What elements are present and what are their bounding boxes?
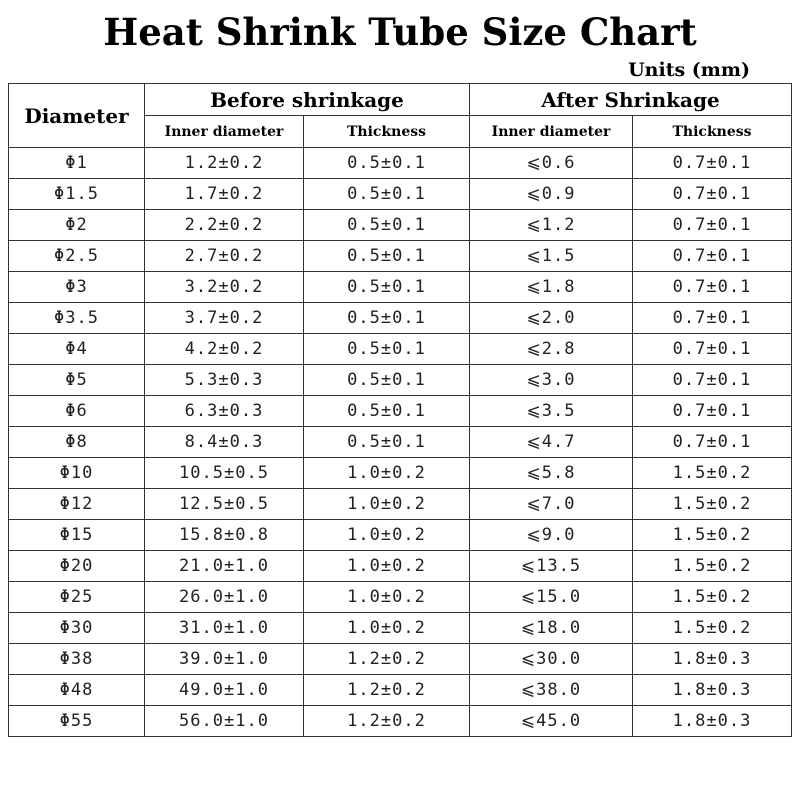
table-row — [9, 644, 792, 675]
table-row — [9, 427, 792, 458]
table-row — [9, 489, 792, 520]
diameter-cell: Φ2.5 — [9, 241, 145, 272]
table-row — [9, 613, 792, 644]
after-thickness-cell: 1.5±0.2 — [633, 489, 792, 520]
after-inner-diameter-cell: ⩽30.0 — [470, 644, 633, 675]
table-row — [9, 675, 792, 706]
after-inner-diameter-cell: ⩽0.6 — [470, 148, 633, 179]
before-inner-diameter-cell: 3.7±0.2 — [145, 303, 304, 334]
table-row — [9, 334, 792, 365]
table-row — [9, 303, 792, 334]
table-row — [9, 458, 792, 489]
table-row — [9, 551, 792, 582]
before-thickness-cell: 0.5±0.1 — [304, 148, 470, 179]
before-thickness-cell: 1.2±0.2 — [304, 644, 470, 675]
after-inner-diameter-cell: ⩽9.0 — [470, 520, 633, 551]
after-thickness-cell: 0.7±0.1 — [633, 272, 792, 303]
before-thickness-cell: 0.5±0.1 — [304, 365, 470, 396]
after-thickness-cell: 0.7±0.1 — [633, 241, 792, 272]
diameter-cell: Φ6 — [9, 396, 145, 427]
diameter-cell: Φ1.5 — [9, 179, 145, 210]
before-inner-diameter-cell: 2.2±0.2 — [145, 210, 304, 241]
table-row — [9, 241, 792, 272]
before-inner-diameter-cell: 21.0±1.0 — [145, 551, 304, 582]
table-row — [9, 210, 792, 241]
header-after-inner-diameter: Inner diameter — [470, 116, 633, 148]
diameter-cell: Φ3.5 — [9, 303, 145, 334]
before-inner-diameter-cell: 56.0±1.0 — [145, 706, 304, 737]
before-inner-diameter-cell: 8.4±0.3 — [145, 427, 304, 458]
after-inner-diameter-cell: ⩽0.9 — [470, 179, 633, 210]
before-thickness-cell: 1.0±0.2 — [304, 551, 470, 582]
diameter-cell: Φ25 — [9, 582, 145, 613]
diameter-cell: Φ3 — [9, 272, 145, 303]
before-inner-diameter-cell: 12.5±0.5 — [145, 489, 304, 520]
header-before-inner-diameter: Inner diameter — [145, 116, 304, 148]
after-thickness-cell: 1.8±0.3 — [633, 706, 792, 737]
diameter-cell: Φ30 — [9, 613, 145, 644]
header-diameter: Diameter — [9, 84, 145, 148]
before-inner-diameter-cell: 1.7±0.2 — [145, 179, 304, 210]
after-inner-diameter-cell: ⩽5.8 — [470, 458, 633, 489]
size-chart-table — [8, 83, 792, 737]
before-thickness-cell: 1.0±0.2 — [304, 489, 470, 520]
after-thickness-cell: 0.7±0.1 — [633, 427, 792, 458]
after-thickness-cell: 0.7±0.1 — [633, 148, 792, 179]
after-inner-diameter-cell: ⩽4.7 — [470, 427, 633, 458]
after-inner-diameter-cell: ⩽2.0 — [470, 303, 633, 334]
before-thickness-cell: 1.2±0.2 — [304, 706, 470, 737]
after-thickness-cell: 1.5±0.2 — [633, 458, 792, 489]
before-thickness-cell: 1.2±0.2 — [304, 675, 470, 706]
after-inner-diameter-cell: ⩽15.0 — [470, 582, 633, 613]
before-thickness-cell: 0.5±0.1 — [304, 241, 470, 272]
header-before-thickness: Thickness — [304, 116, 470, 148]
units-label: Units (mm) — [628, 59, 750, 81]
after-inner-diameter-cell: ⩽3.0 — [470, 365, 633, 396]
diameter-cell: Φ2 — [9, 210, 145, 241]
after-thickness-cell: 0.7±0.1 — [633, 303, 792, 334]
after-inner-diameter-cell: ⩽1.8 — [470, 272, 633, 303]
before-thickness-cell: 1.0±0.2 — [304, 520, 470, 551]
after-inner-diameter-cell: ⩽1.2 — [470, 210, 633, 241]
table-row — [9, 148, 792, 179]
diameter-cell: Φ8 — [9, 427, 145, 458]
diameter-cell: Φ5 — [9, 365, 145, 396]
after-thickness-cell: 0.7±0.1 — [633, 396, 792, 427]
after-inner-diameter-cell: ⩽13.5 — [470, 551, 633, 582]
diameter-cell: Φ55 — [9, 706, 145, 737]
table-row — [9, 272, 792, 303]
after-inner-diameter-cell: ⩽7.0 — [470, 489, 633, 520]
before-inner-diameter-cell: 31.0±1.0 — [145, 613, 304, 644]
before-thickness-cell: 0.5±0.1 — [304, 179, 470, 210]
after-thickness-cell: 1.8±0.3 — [633, 644, 792, 675]
diameter-cell: Φ1 — [9, 148, 145, 179]
diameter-cell: Φ15 — [9, 520, 145, 551]
after-thickness-cell: 1.5±0.2 — [633, 520, 792, 551]
after-inner-diameter-cell: ⩽3.5 — [470, 396, 633, 427]
before-thickness-cell: 1.0±0.2 — [304, 582, 470, 613]
after-thickness-cell: 1.5±0.2 — [633, 551, 792, 582]
before-thickness-cell: 0.5±0.1 — [304, 303, 470, 334]
after-thickness-cell: 0.7±0.1 — [633, 210, 792, 241]
before-inner-diameter-cell: 26.0±1.0 — [145, 582, 304, 613]
before-inner-diameter-cell: 39.0±1.0 — [145, 644, 304, 675]
after-inner-diameter-cell: ⩽18.0 — [470, 613, 633, 644]
after-thickness-cell: 0.7±0.1 — [633, 179, 792, 210]
before-thickness-cell: 0.5±0.1 — [304, 427, 470, 458]
before-thickness-cell: 1.0±0.2 — [304, 458, 470, 489]
before-inner-diameter-cell: 6.3±0.3 — [145, 396, 304, 427]
before-thickness-cell: 0.5±0.1 — [304, 334, 470, 365]
after-thickness-cell: 1.5±0.2 — [633, 613, 792, 644]
before-inner-diameter-cell: 5.3±0.3 — [145, 365, 304, 396]
diameter-cell: Φ20 — [9, 551, 145, 582]
table-row — [9, 365, 792, 396]
table-row — [9, 582, 792, 613]
after-thickness-cell: 1.5±0.2 — [633, 582, 792, 613]
before-thickness-cell: 0.5±0.1 — [304, 396, 470, 427]
before-inner-diameter-cell: 2.7±0.2 — [145, 241, 304, 272]
diameter-cell: Φ4 — [9, 334, 145, 365]
before-inner-diameter-cell: 15.8±0.8 — [145, 520, 304, 551]
after-thickness-cell: 0.7±0.1 — [633, 334, 792, 365]
header-before-shrinkage: Before shrinkage — [145, 84, 470, 116]
diameter-cell: Φ10 — [9, 458, 145, 489]
before-inner-diameter-cell: 4.2±0.2 — [145, 334, 304, 365]
after-inner-diameter-cell: ⩽1.5 — [470, 241, 633, 272]
before-inner-diameter-cell: 10.5±0.5 — [145, 458, 304, 489]
after-inner-diameter-cell: ⩽45.0 — [470, 706, 633, 737]
page-title: Heat Shrink Tube Size Chart — [103, 10, 697, 54]
diameter-cell: Φ38 — [9, 644, 145, 675]
before-thickness-cell: 0.5±0.1 — [304, 272, 470, 303]
before-inner-diameter-cell: 49.0±1.0 — [145, 675, 304, 706]
diameter-cell: Φ48 — [9, 675, 145, 706]
header-after-shrinkage: After Shrinkage — [470, 84, 792, 116]
before-inner-diameter-cell: 1.2±0.2 — [145, 148, 304, 179]
after-inner-diameter-cell: ⩽2.8 — [470, 334, 633, 365]
after-inner-diameter-cell: ⩽38.0 — [470, 675, 633, 706]
after-thickness-cell: 0.7±0.1 — [633, 365, 792, 396]
diameter-cell: Φ12 — [9, 489, 145, 520]
before-inner-diameter-cell: 3.2±0.2 — [145, 272, 304, 303]
table-row — [9, 520, 792, 551]
before-thickness-cell: 1.0±0.2 — [304, 613, 470, 644]
before-thickness-cell: 0.5±0.1 — [304, 210, 470, 241]
table-row — [9, 396, 792, 427]
table-row — [9, 179, 792, 210]
after-thickness-cell: 1.8±0.3 — [633, 675, 792, 706]
header-after-thickness: Thickness — [633, 116, 792, 148]
table-row — [9, 706, 792, 737]
